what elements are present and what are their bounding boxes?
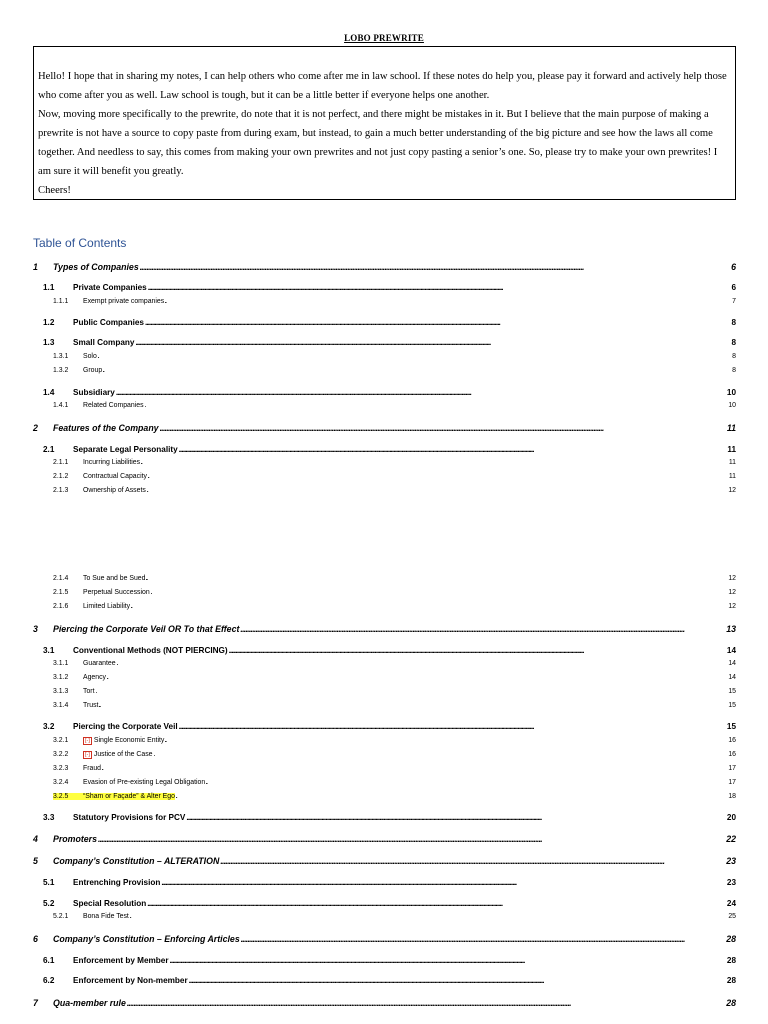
- toc-entry-title: Related Companies: [83, 402, 144, 409]
- toc-entry[interactable]: [43, 646, 736, 655]
- toc-entry-number: 3.2.3: [53, 765, 69, 772]
- toc-dot-leader: [186, 813, 726, 822]
- toc-entry-title: Entrenching Provision: [73, 878, 161, 887]
- toc-entry-number: 3.2: [43, 722, 55, 731]
- toc-entry[interactable]: [53, 353, 736, 360]
- toc-entry-number: 3.2.1: [53, 737, 69, 744]
- toc-entry[interactable]: [53, 589, 736, 596]
- toc-entry-page: 25: [728, 913, 736, 920]
- toc-entry-page: 15: [728, 688, 736, 695]
- toc-entry[interactable]: [53, 913, 736, 920]
- toc-dot-leader: [151, 589, 728, 596]
- toc-entry[interactable]: [53, 674, 736, 681]
- toc-entry[interactable]: [43, 813, 736, 822]
- toc-entry-number: 2: [33, 423, 38, 433]
- toc-dot-leader: [147, 899, 726, 908]
- toc-dot-leader: [206, 779, 727, 786]
- toc-entry[interactable]: [43, 956, 736, 965]
- toc-dot-leader: [240, 624, 725, 634]
- toc-entry-number: 1.3.2: [53, 367, 69, 374]
- toc-entry-title: Separate Legal Personality: [73, 445, 178, 454]
- toc-dot-leader: [103, 367, 731, 374]
- toc-entry[interactable]: [33, 856, 736, 866]
- toc-entry-title: Qua-member rule: [53, 998, 126, 1008]
- toc-entry[interactable]: [33, 934, 736, 944]
- toc-dot-leader: [229, 646, 726, 655]
- comment-marker-icon: [-]: [85, 752, 90, 758]
- toc-dot-leader: [116, 388, 726, 397]
- toc-entry-page: 8: [732, 367, 736, 374]
- toc-dot-leader: [135, 338, 730, 347]
- toc-entry[interactable]: [43, 878, 736, 887]
- toc-entry-title: Enforcement by Non-member: [73, 976, 188, 985]
- toc-entry-title: Small Company: [73, 338, 135, 347]
- toc-entry-page: 28: [726, 998, 736, 1008]
- toc-dot-leader: [147, 487, 728, 494]
- toc-heading: Table of Contents: [33, 236, 127, 250]
- toc-entry-page: 28: [726, 976, 736, 985]
- toc-entry[interactable]: [53, 765, 736, 772]
- toc-entry[interactable]: [53, 688, 736, 695]
- toc-entry[interactable]: [53, 779, 736, 786]
- toc-entry[interactable]: [53, 487, 736, 494]
- toc-entry-page: 10: [726, 388, 736, 397]
- toc-entry-number: 3.1: [43, 646, 55, 655]
- toc-entry[interactable]: [53, 575, 736, 582]
- toc-entry-number: 2.1.4: [53, 575, 69, 582]
- toc-entry-page: 20: [726, 813, 736, 822]
- toc-entry-title: Group: [83, 367, 103, 374]
- toc-entry-page: 10: [728, 402, 736, 409]
- toc-dot-leader: [220, 856, 725, 866]
- intro-paragraph: Cheers!: [38, 185, 71, 196]
- toc-dot-leader: [160, 423, 726, 433]
- toc-dot-leader: [179, 722, 726, 731]
- toc-entry-title: Trust: [83, 702, 99, 709]
- toc-dot-leader: [127, 998, 725, 1008]
- toc-entry[interactable]: [53, 737, 736, 745]
- toc-entry[interactable]: [43, 283, 736, 292]
- toc-entry[interactable]: [33, 262, 736, 272]
- toc-dot-leader: [165, 737, 727, 744]
- toc-dot-leader: [148, 283, 731, 292]
- toc-entry-number: 5.2.1: [53, 913, 69, 920]
- toc-entry[interactable]: [53, 603, 736, 610]
- toc-entry-number: 6.2: [43, 976, 55, 985]
- toc-entry-title: Solo: [83, 353, 97, 360]
- comment-marker-icon: [-]: [85, 738, 90, 744]
- toc-entry-title: Piercing the Corporate Veil: [73, 722, 178, 731]
- toc-entry[interactable]: [53, 793, 736, 800]
- toc-dot-leader: [176, 793, 727, 800]
- toc-entry-number: 1: [33, 262, 38, 272]
- toc-entry-page: 24: [726, 899, 736, 908]
- toc-dot-leader: [98, 834, 725, 844]
- toc-dot-leader: [130, 913, 727, 920]
- toc-entry-page: 11: [728, 459, 736, 466]
- toc-entry-title: Private Companies: [73, 283, 147, 292]
- toc-dot-leader: [165, 298, 731, 305]
- toc-entry-page: 7: [732, 298, 736, 305]
- toc-entry-title: Agency: [83, 674, 106, 681]
- toc-entry-title: Special Resolution: [73, 899, 147, 908]
- toc-entry-title: [-] Single Economic Entity: [85, 737, 165, 744]
- toc-entry-page: 8: [731, 338, 736, 347]
- toc-entry-number: 5: [33, 856, 38, 866]
- toc-entry[interactable]: [43, 445, 736, 454]
- toc-entry-title: Conventional Methods (NOT PIERCING): [73, 646, 228, 655]
- toc-entry-page: 28: [726, 956, 736, 965]
- toc-entry[interactable]: [53, 459, 736, 466]
- toc-entry[interactable]: [33, 834, 736, 844]
- toc-entry-title: Ownership of Assets: [83, 487, 146, 494]
- intro-paragraph: Now, moving more specifically to the prewrite, do note that it is not perfect, and there might be mistakes in it. But I believe that the main purpose of making a prewrite is not have a source to copy paste from during exam, but instead, to gain a much better understanding of the big picture and see how the laws all come together. And needless to say, this comes from making your own prewrites and not just copy pasting a senior’s one. So, please try to make your own prewrites! I am sure it will benefit you greatly.: [38, 109, 718, 177]
- toc-entry-number: 2.1: [43, 445, 55, 454]
- toc-entry[interactable]: [43, 318, 736, 327]
- toc-entry-title: Company’s Constitution – Enforcing Articles: [53, 934, 240, 944]
- toc-entry-title: Company’s Constitution – ALTERATION: [53, 856, 220, 866]
- toc-dot-leader: [102, 765, 727, 772]
- toc-entry-number: 3.2.4: [53, 779, 69, 786]
- toc-entry-number: 1.4: [43, 388, 55, 397]
- document-title: LOBO PREWRITE: [344, 33, 424, 43]
- toc-entry[interactable]: [33, 624, 736, 634]
- toc-entry[interactable]: [43, 899, 736, 908]
- toc-entry-number: 3.3: [43, 813, 55, 822]
- toc-entry-page: 8: [732, 353, 736, 360]
- toc-entry[interactable]: [43, 388, 736, 397]
- toc-entry[interactable]: [33, 423, 736, 433]
- toc-dot-leader: [148, 473, 728, 480]
- toc-entry-number: 1.4.1: [53, 402, 69, 409]
- toc-entry-title: Public Companies: [73, 318, 144, 327]
- toc-dot-leader: [145, 402, 728, 409]
- toc-entry-title: Statutory Provisions for PCV: [73, 813, 186, 822]
- toc-entry-page: 11: [727, 445, 736, 454]
- toc-entry-page: 12: [728, 487, 736, 494]
- toc-entry-page: 12: [728, 603, 736, 610]
- toc-entry-number: 6.1: [43, 956, 55, 965]
- toc-entry-title: Limited Liability: [83, 603, 131, 610]
- toc-entry[interactable]: [53, 473, 736, 480]
- toc-entry-number: 3.1.3: [53, 688, 69, 695]
- toc-entry-title: Subsidiary: [73, 388, 115, 397]
- toc-entry[interactable]: [53, 298, 736, 305]
- toc-entry-page: 8: [731, 318, 736, 327]
- toc-dot-leader: [145, 318, 730, 327]
- toc-entry-title: To Sue and be Sued: [83, 575, 146, 582]
- toc-entry-page: 16: [728, 751, 736, 758]
- toc-entry[interactable]: [53, 660, 736, 667]
- toc-entry-title: Exempt private companies: [83, 298, 165, 305]
- toc-entry-number: 3.1.4: [53, 702, 69, 709]
- toc-entry-title: Guarantee: [83, 660, 116, 667]
- toc-entry-number: 2.1.5: [53, 589, 69, 596]
- toc-entry-number: 1.2: [43, 318, 55, 327]
- toc-entry-title: Fraud: [83, 765, 102, 772]
- toc-entry[interactable]: [53, 751, 736, 759]
- toc-entry-page: 11: [728, 473, 736, 480]
- toc-entry-page: 12: [728, 575, 736, 582]
- toc-dot-leader: [96, 688, 728, 695]
- toc-dot-leader: [241, 934, 725, 944]
- toc-entry-title: Tort: [83, 688, 95, 695]
- toc-entry-title: Promoters: [53, 834, 97, 844]
- toc-dot-leader: [161, 878, 726, 887]
- toc-entry-page: 17: [728, 765, 736, 772]
- toc-entry-title: Bona Fide Test: [83, 913, 129, 920]
- toc-entry-page: 11: [726, 423, 736, 433]
- toc-entry-page: 23: [726, 878, 736, 887]
- toc-dot-leader: [107, 674, 727, 681]
- toc-dot-leader: [140, 262, 730, 272]
- toc-dot-leader: [146, 575, 727, 582]
- toc-entry-number: 3.1.1: [53, 660, 69, 667]
- toc-entry-page: 17: [728, 779, 736, 786]
- toc-dot-leader: [141, 459, 728, 466]
- toc-entry-page: 15: [728, 702, 736, 709]
- toc-entry[interactable]: [43, 976, 736, 985]
- toc-dot-leader: [99, 702, 727, 709]
- toc-entry-page: 18: [728, 793, 736, 800]
- toc-dot-leader: [189, 976, 726, 985]
- toc-entry-title: Features of the Company: [53, 423, 159, 433]
- toc-entry-number: 3.1.2: [53, 674, 69, 681]
- toc-entry[interactable]: [43, 722, 736, 731]
- intro-paragraph: Hello! I hope that in sharing my notes, I can help others who come after me in law school. If these notes do help you, please pay it forward and actively help those who come after you as well. Law school is tough, but it can be a little better if everyone helps one another.: [38, 71, 727, 101]
- toc-dot-leader: [179, 445, 727, 454]
- toc-entry[interactable]: [53, 402, 736, 409]
- toc-entry-number: 1.3: [43, 338, 55, 347]
- toc-entry-number: 3.2.5: [53, 793, 83, 800]
- toc-entry-page: 23: [726, 856, 736, 866]
- toc-dot-leader: [131, 603, 727, 610]
- toc-entry-number: 1.3.1: [53, 353, 69, 360]
- toc-entry-title: Contractual Capacity: [83, 473, 147, 480]
- toc-entry-page: 13: [726, 624, 736, 634]
- toc-dot-leader: [170, 956, 726, 965]
- toc-dot-leader: [117, 660, 728, 667]
- toc-entry-title: Perpetual Succession: [83, 589, 150, 596]
- toc-entry-number: 4: [33, 834, 38, 844]
- toc-entry-title: Incurring Liabilities: [83, 459, 141, 466]
- toc-entry[interactable]: [43, 338, 736, 347]
- toc-entry-page: 22: [726, 834, 736, 844]
- toc-entry-number: 1.1: [43, 283, 55, 292]
- toc-entry-number: 3: [33, 624, 38, 634]
- toc-entry-title: Evasion of Pre-existing Legal Obligation: [83, 779, 206, 786]
- toc-entry-title: Piercing the Corporate Veil OR To that Effect: [53, 624, 240, 634]
- toc-entry-page: 14: [726, 646, 736, 655]
- toc-entry-number: 7: [33, 998, 38, 1008]
- toc-entry-title: “Sham or Façade” & Alter Ego: [83, 793, 175, 800]
- toc-entry-number: 2.1.1: [53, 459, 69, 466]
- toc-entry-page: 6: [731, 262, 736, 272]
- toc-entry-page: 6: [731, 283, 736, 292]
- toc-dot-leader: [154, 751, 728, 758]
- toc-entry-page: 14: [728, 660, 736, 667]
- toc-entry[interactable]: [53, 367, 736, 374]
- toc-entry-number: 2.1.6: [53, 603, 69, 610]
- toc-entry-page: 16: [728, 737, 736, 744]
- intro-box: [33, 46, 736, 200]
- toc-entry-number: 2.1.2: [53, 473, 69, 480]
- toc-entry-number: 1.1.1: [53, 298, 69, 305]
- toc-entry-title: Enforcement by Member: [73, 956, 169, 965]
- toc-entry-number: 2.1.3: [53, 487, 69, 494]
- toc-entry-number: 5.2: [43, 899, 55, 908]
- toc-entry-number: 5.1: [43, 878, 55, 887]
- toc-entry-page: 15: [726, 722, 736, 731]
- toc-entry-number: 3.2.2: [53, 751, 69, 758]
- toc-dot-leader: [98, 353, 731, 360]
- toc-entry-number: 6: [33, 934, 38, 944]
- toc-entry[interactable]: [33, 998, 736, 1008]
- toc-entry-page: 12: [728, 589, 736, 596]
- toc-entry-title: Types of Companies: [53, 262, 139, 272]
- toc-entry-title: [-] Justice of the Case: [85, 751, 153, 758]
- toc-entry-page: 28: [726, 934, 736, 944]
- toc-entry-page: 14: [728, 674, 736, 681]
- toc-entry[interactable]: [53, 702, 736, 709]
